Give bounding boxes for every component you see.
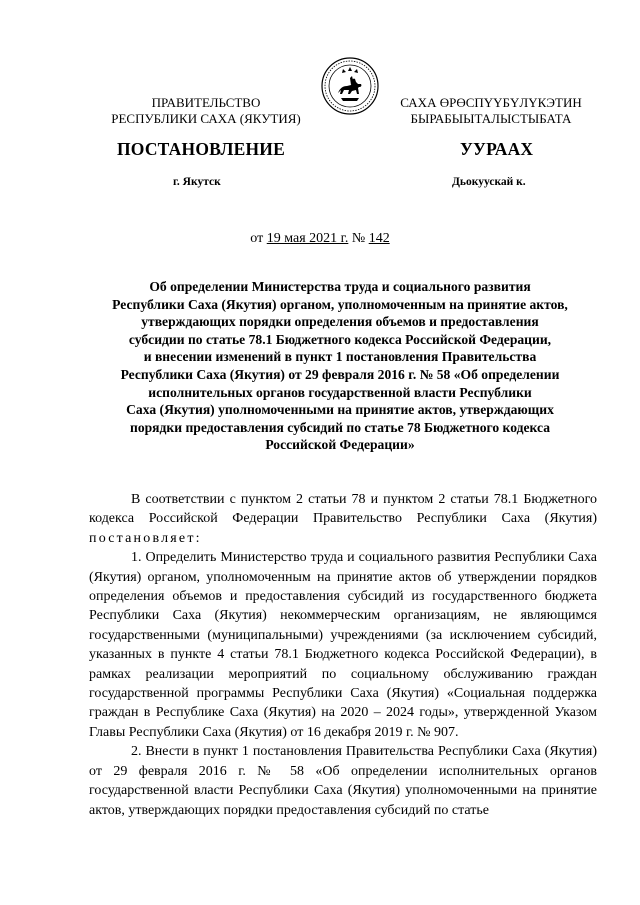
city-ru: г. Якутск [173,176,221,188]
title-line: Саха (Якутия) уполномоченными на принятие актов, утверждающих [126,402,554,418]
paragraph-1: 1. Определить Министерство труда и социального развития Республики Саха (Якутия) органом, уполномоченным на принятие актов об утверждении порядков определения объемов и предоставления субсидий из государственного бюджета Республики Саха (Якутия) некоммерческим организациям, не являющимся государственными (муниципальными) учреждениями (за исключением субсидий, указанных в пункте 4 статьи 78.1 Бюджетного кодекса Российской Федерации), в рамках реализации мероприятий по социальному обслуживанию граждан государственной программы Республики Саха (Якутия) «Социальная поддержка граждан в Республике Саха (Якутия) на 2020 – 2024 годы», утвержденной Указом Главы Республики Саха (Якутия) от 16 декабря 2019 г. № 907. [89,550,597,740]
intro-text: В соответствии с пунктом 2 статьи 78 и пунктом 2 статьи 78.1 Бюджетного кодекса Российской Федерации Правительство Республики Саха (Якутия) [89,492,597,527]
intro-paragraph [89,490,597,548]
government-name-sakha [382,95,600,127]
paragraph-2: 2. Внести в пункт 1 постановления Правительства Республики Саха (Якутия) от 29 февраля 2016 г. № 58 «Об определении исполнительных органов государственной власти Республики Саха (Якутия) уполномоченными на принятие актов, утверждающих порядки предоставления субсидий по статье [89,744,597,818]
title-line: Об определении Министерства труда и социального развития [149,279,531,294]
title-line: и внесении изменений в пункт 1 постановления Правительства [143,349,537,365]
government-name-ru-line1: ПРАВИТЕЛЬСТВО [151,95,261,110]
resolves-word: постановляет: [89,530,202,546]
government-name-ru [106,95,306,127]
document-date: 19 мая 2021 г. [266,231,349,246]
number-label: № [348,231,369,246]
document-title [80,278,600,454]
title-line: Республики Саха (Якутия) органом, уполномоченным на принятие актов, [112,296,568,312]
title-line: исполнительных органов государственной власти Республики [148,384,532,400]
government-name-sakha-line1: САХА ӨРӨСПҮҮБҮЛҮКЭТИН [400,95,582,110]
doc-type-ru: ПОСТАНОВЛЕНИЕ [117,139,285,159]
title-line: Республики Саха (Якутия) от 29 февраля 2016 г. № 58 «Об определении [120,366,560,382]
document-date-number [0,231,640,247]
title-line: утверждающих порядки определения объемов и предоставления [141,314,539,330]
title-line: субсидии по статье 78.1 Бюджетного кодекса Российской Федерации, [128,331,552,347]
city-sakha: Дьокуускай к. [452,176,526,188]
doc-type-sakha: УУРААХ [460,139,534,159]
document-number: 142 [368,231,390,246]
title-line: порядки предоставления субсидий по статье 78 Бюджетного кодекса [129,419,550,435]
government-name-sakha-line2: БЫРАБЫЫТАЛЫСТЫБАТА [410,111,572,126]
date-prefix: от [250,231,267,246]
title-line: Российской Федерации» [265,437,415,453]
document-body [89,490,597,820]
government-name-ru-line2: РЕСПУБЛИКИ САХА (ЯКУТИЯ) [111,111,301,126]
coat-of-arms-seal-icon [321,57,379,115]
